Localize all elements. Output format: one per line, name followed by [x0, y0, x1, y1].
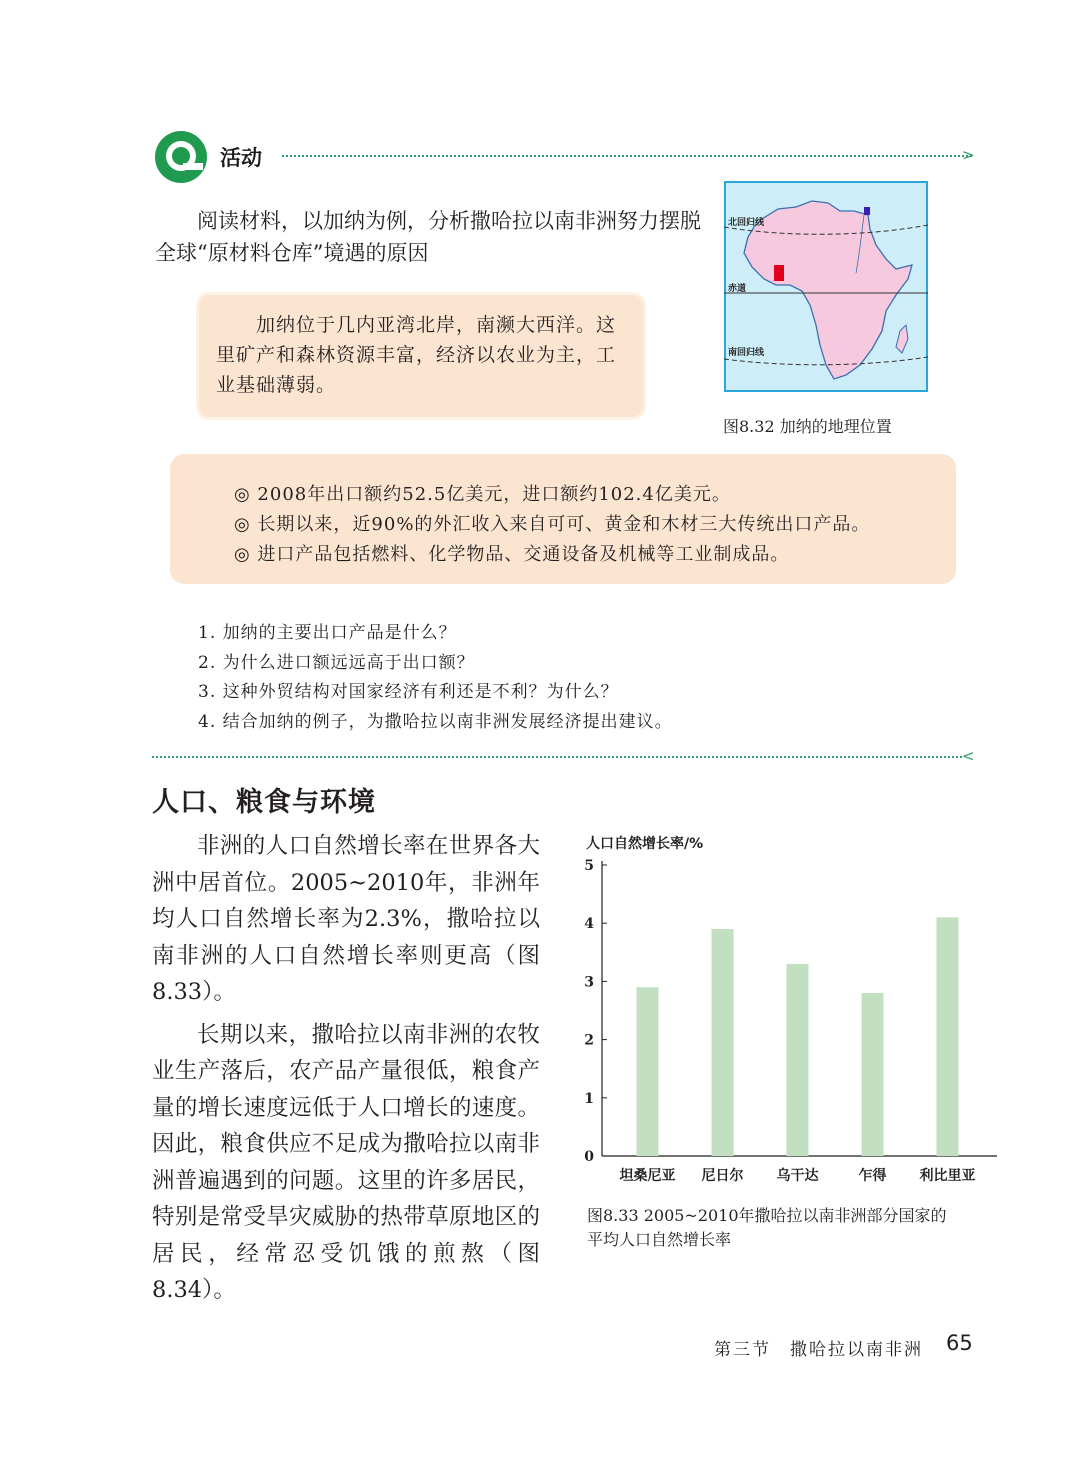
africa-map [724, 181, 928, 392]
question-item: 2. 为什么进口额远远高于出口额？ [198, 652, 475, 673]
chevron-right-icon: > [962, 146, 975, 164]
trade-facts-box [170, 454, 956, 584]
footer-section: 第三节 撒哈拉以南非洲 [714, 1340, 923, 1360]
y-tick-label: 3 [584, 974, 594, 991]
question-list [198, 619, 673, 737]
x-tick-label: 乍得 [858, 1168, 887, 1184]
chart-caption-line: 平均人口自然增长率 [587, 1230, 732, 1249]
growth-rate-chart [580, 828, 1000, 1198]
y-tick-label: 4 [584, 916, 594, 933]
y-tick-label: 1 [584, 1090, 594, 1107]
y-tick-label: 5 [584, 858, 594, 874]
body-paragraph: 长期以来，撒哈拉以南非洲的农牧业生产落后，农产品产量很低，粮食产量的增长速度远低于人口增长的速度。因此，粮食供应不足成为撒哈拉以南非洲普遍遇到的问题。这里的许多居民，特别是常受旱灾威胁的热带草原地区的居民，经常忍受饥饿的煎熬（图8.34）。 [152, 1021, 540, 1303]
section-title: 人口、粮食与环境 [152, 787, 376, 818]
question-item: 1. 加纳的主要出口产品是什么？ [198, 623, 457, 643]
question-item: 4. 结合加纳的例子，为撒哈拉以南非洲发展经济提出建议。 [198, 711, 673, 732]
chevron-left-icon: < [962, 747, 975, 765]
map-red-sea [864, 207, 870, 215]
ghana-info-text: 加纳位于几内亚湾北岸，南濒大西洋。这里矿产和森林资源丰富，经济以农业为主，工业基础薄弱。 [216, 314, 617, 396]
map-ghana [774, 265, 784, 281]
activity-end-divider [152, 756, 962, 758]
bar [787, 964, 809, 1156]
map-label-equator: 赤道 [728, 284, 747, 294]
trade-fact: ◎ 2008年出口额约52.5亿美元，进口额约102.4亿美元。 [234, 484, 731, 505]
map-label-tropic-cancer: 北回归线 [728, 218, 765, 228]
ghana-info-box [196, 292, 646, 420]
bar [937, 917, 959, 1156]
x-tick-label: 乌干达 [776, 1168, 819, 1184]
y-tick-label: 2 [584, 1032, 594, 1049]
trade-fact: ◎ 进口产品包括燃料、化学物品、交通设备及机械等工业制成品。 [234, 544, 790, 565]
bar [862, 993, 884, 1156]
x-tick-label: 利比里亚 [919, 1168, 976, 1184]
x-tick-label: 尼日尔 [701, 1168, 744, 1184]
activity-divider [282, 155, 972, 157]
activity-intro: 阅读材料，以加纳为例，分析撒哈拉以南非洲努力摆脱全球“原材料仓库”境遇的原因 [155, 209, 701, 265]
x-tick-label: 坦桑尼亚 [619, 1168, 676, 1184]
map-caption: 图8.32 加纳的地理位置 [723, 417, 892, 436]
chart-caption-line: 图8.33 2005~2010年撒哈拉以南非洲部分国家的 [587, 1206, 947, 1225]
body-paragraph: 非洲的人口自然增长率在世界各大洲中居首位。2005~2010年，非洲年均人口自然增长率为2.3%，撒哈拉以南非洲的人口自然增长率则更高（图8.33）。 [152, 833, 540, 1005]
bar [637, 987, 659, 1156]
section-body [152, 828, 540, 1309]
y-axis-label: 人口自然增长率/% [586, 836, 704, 852]
page-number: 65 [946, 1331, 973, 1355]
question-item: 3. 这种外贸结构对国家经济有利还是不利？为什么？ [198, 682, 619, 702]
y-tick-label: 0 [584, 1149, 594, 1165]
chart-caption [587, 1204, 987, 1252]
activity-title: 活动 [220, 146, 262, 170]
trade-fact: ◎ 长期以来，近90%的外汇收入来自可可、黄金和木材三大传统出口产品。 [234, 514, 871, 535]
map-label-tropic-capricorn: 南回归线 [728, 348, 765, 358]
activity-icon [153, 129, 209, 185]
bar [712, 929, 734, 1156]
